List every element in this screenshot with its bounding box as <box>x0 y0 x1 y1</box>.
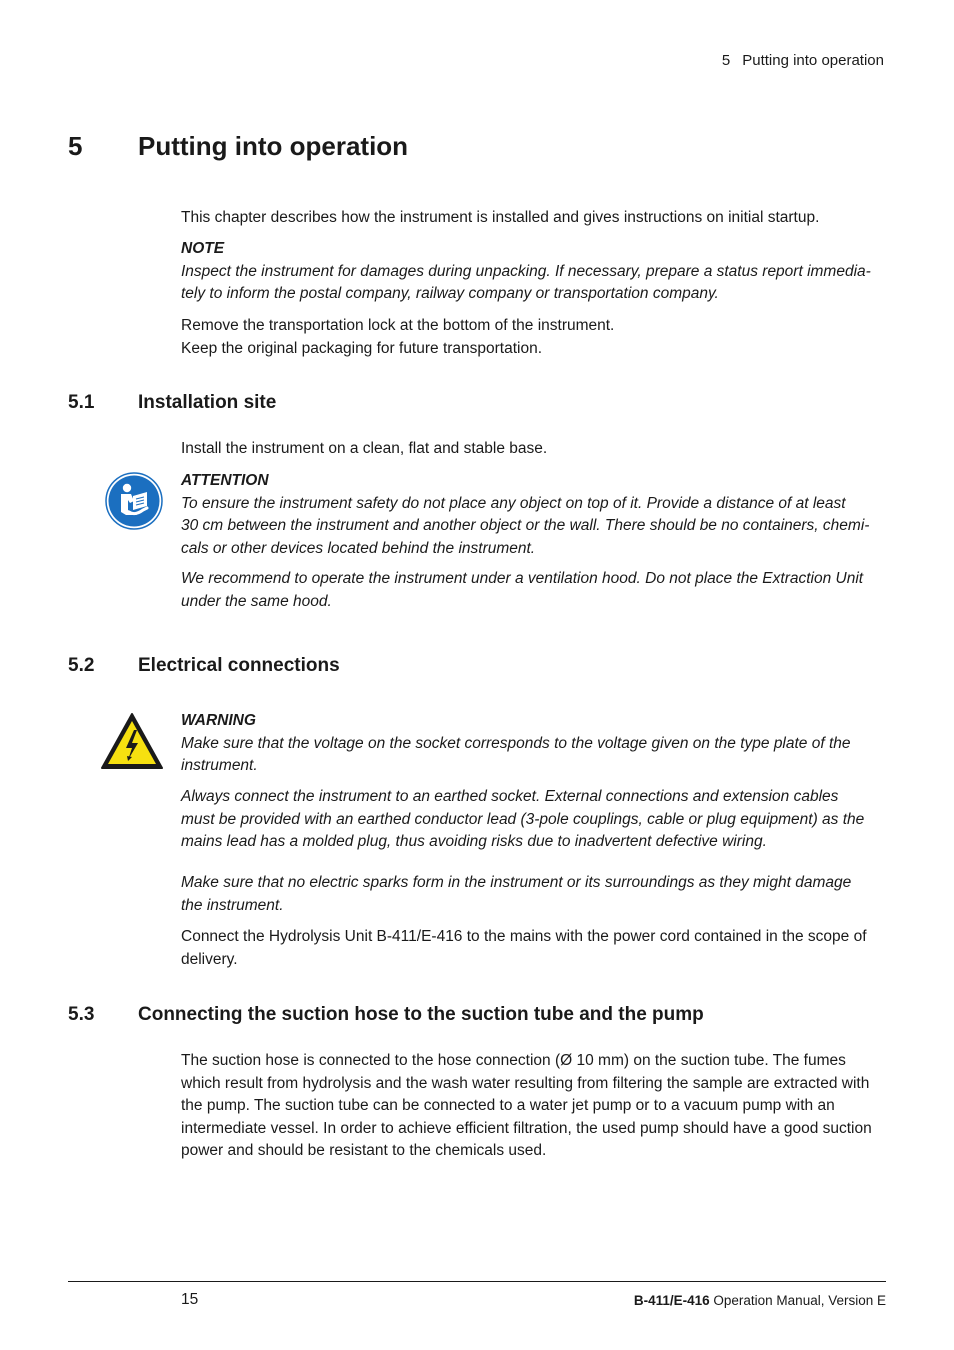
warning-block <box>181 710 886 778</box>
note-line-2: tely to inform the postal company, railway company or transportation company. <box>181 285 719 302</box>
footer-model: B-411/E-416 <box>633 1293 710 1308</box>
earth-line-2: must be provided with an earthed conductor lead (3-pole couplings, cable or plug equipment) as the <box>181 810 865 828</box>
earthed-socket-block <box>181 786 886 854</box>
page-number: 15 <box>181 1291 199 1308</box>
suction-line-4: intermediate vessel. In order to achieve efficient filtration, the used pump should have a good suction <box>181 1119 872 1137</box>
section-5-3-title: Connecting the suction hose to the suction tube and the pump <box>138 1004 704 1025</box>
sparks-line-1: Make sure that no electric sparks form in the instrument or its surroundings as they might damage <box>181 874 852 891</box>
connect-mains-block <box>181 926 886 971</box>
footer-document-title <box>634 1293 886 1308</box>
installation-text: Install the instrument on a clean, flat and stable base. <box>181 440 548 457</box>
connect-line-1: Connect the Hydrolysis Unit B-411/E-416 to the mains with the power cord contained in the scope of <box>181 928 867 945</box>
ventilation-recommendation <box>181 568 886 613</box>
suction-line-2: which result from hydrolysis and the wash water resulting from filtering the sample are extracted with <box>181 1074 870 1092</box>
section-5-2-title: Electrical connections <box>138 655 340 676</box>
suction-line-1: The suction hose is connected to the hose connection (Ø 10 mm) on the suction tube. The fumes <box>181 1052 846 1069</box>
note-block <box>181 238 886 306</box>
running-header-title: Putting into operation <box>742 52 884 69</box>
footer-doc-title: Operation Manual, Version E <box>709 1293 886 1308</box>
read-manual-icon <box>105 472 163 530</box>
warning-line-1: Make sure that the voltage on the socket corresponds to the voltage given on the type plate of the <box>181 734 851 752</box>
electrical-hazard-icon <box>100 712 164 770</box>
remove-lock-text: Remove the transportation lock at the bottom of the instrument. <box>181 317 615 334</box>
section-5-2-number: 5.2 <box>68 655 95 676</box>
note-label: NOTE <box>181 240 225 257</box>
recommend-line-2: under the same hood. <box>181 592 332 610</box>
connect-line-2: delivery. <box>181 950 238 968</box>
suction-hose-block <box>181 1050 886 1163</box>
suction-line-5: power and should be resistant to the chemicals used. <box>181 1142 547 1159</box>
unpacking-instructions <box>181 315 886 360</box>
keep-packaging-text: Keep the original packaging for future transportation. <box>181 339 543 357</box>
chapter-intro <box>181 207 886 230</box>
warning-line-2: instrument. <box>181 757 258 774</box>
sparks-block <box>181 872 886 917</box>
attention-line-3: cals or other devices located behind the instrument. <box>181 539 536 557</box>
section-5-1-title: Installation site <box>138 392 277 413</box>
attention-label: ATTENTION <box>181 472 269 489</box>
chapter-title: Putting into operation <box>138 131 409 161</box>
attention-line-2: 30 cm between the instrument and another object or the wall. There should be no containers, chemi- <box>181 517 870 534</box>
recommend-line-1: We recommend to operate the instrument under a ventilation hood. Do not place the Extraction Unit <box>181 570 864 587</box>
note-line-1: Inspect the instrument for damages during unpacking. If necessary, prepare a status report immedia- <box>181 262 871 280</box>
footer-rule <box>68 1281 886 1282</box>
running-header <box>722 52 884 69</box>
installation-text-block <box>181 438 886 461</box>
sparks-line-2: the instrument. <box>181 896 284 914</box>
earth-line-1: Always connect the instrument to an earthed socket. External connections and extension cables <box>181 788 839 805</box>
intro-text: This chapter describes how the instrument is installed and gives instructions on initial startup. <box>181 209 820 226</box>
section-5-1-number: 5.1 <box>68 392 95 413</box>
warning-label: WARNING <box>181 712 256 729</box>
chapter-number: 5 <box>68 131 83 161</box>
attention-line-1: To ensure the instrument safety do not place any object on top of it. Provide a distance of at least <box>181 494 846 512</box>
earth-line-3: mains lead has a molded plug, thus avoiding risks due to inadvertent defective wiring. <box>181 833 767 850</box>
section-5-3-number: 5.3 <box>68 1004 95 1025</box>
suction-line-3: the pump. The suction tube can be connected to a water jet pump or to a vacuum pump with an <box>181 1097 835 1114</box>
attention-block <box>181 470 886 560</box>
running-header-number: 5 <box>721 52 731 69</box>
